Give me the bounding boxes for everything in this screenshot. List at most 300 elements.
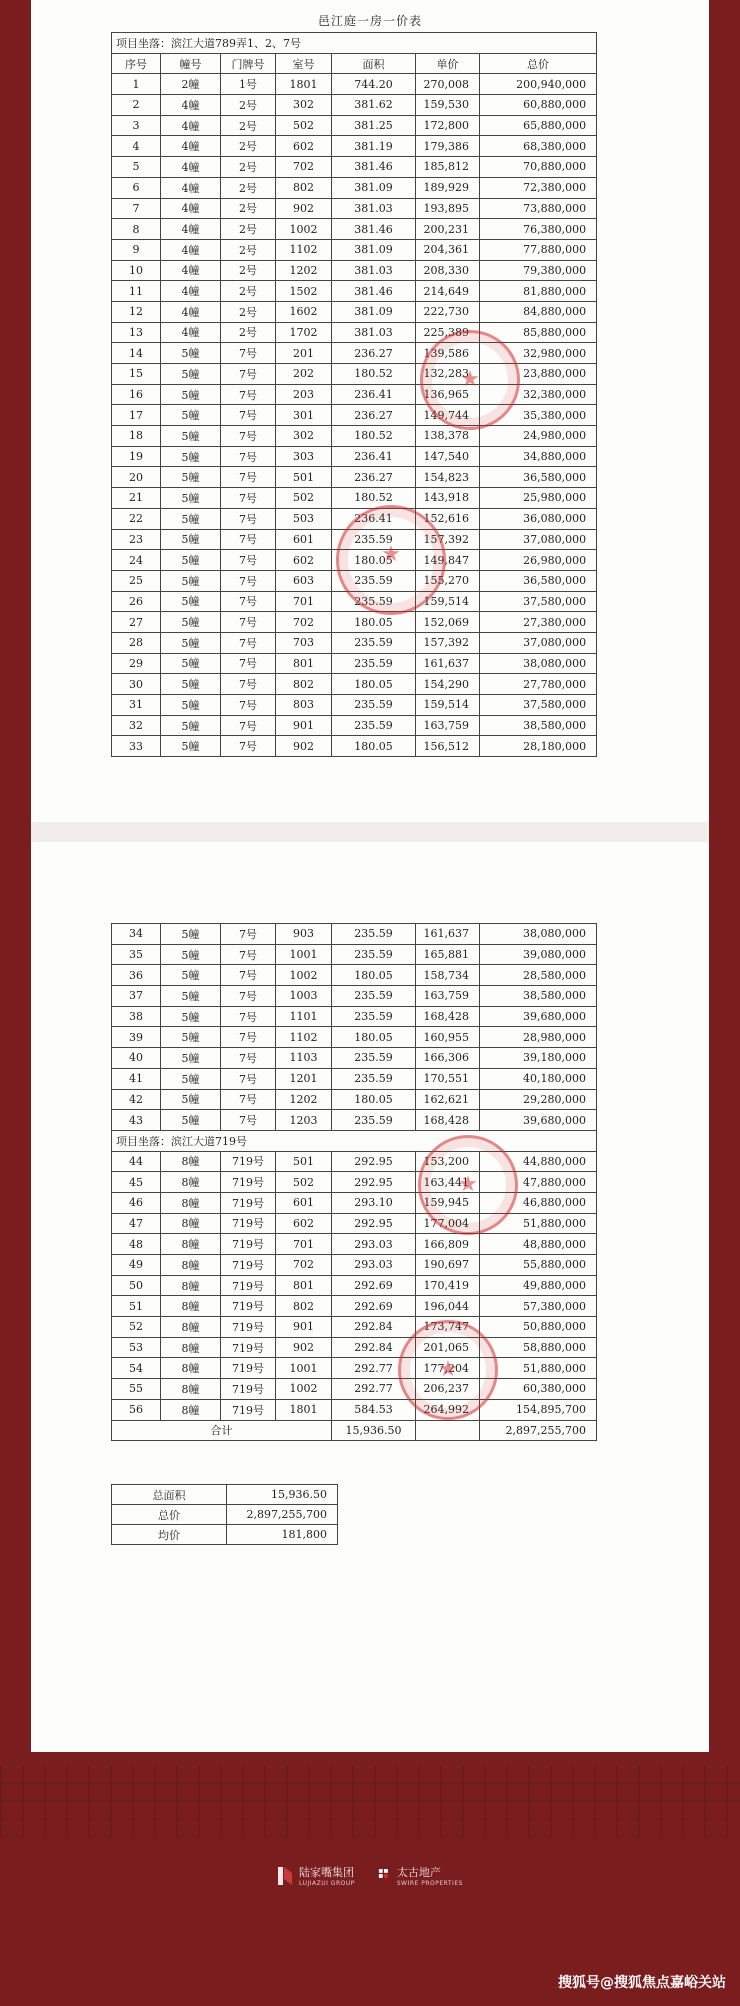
total-area: 15,936.50 bbox=[332, 1420, 416, 1441]
cell-building: 5幢 bbox=[161, 488, 221, 509]
cell-total-price: 24,980,000 bbox=[480, 426, 597, 447]
cell-total-price: 28,180,000 bbox=[480, 736, 597, 757]
cell-building: 5幢 bbox=[161, 632, 221, 653]
cell-building: 8幢 bbox=[161, 1234, 221, 1255]
cell-unit-price: 152,069 bbox=[416, 612, 480, 633]
table-row bbox=[112, 343, 597, 364]
cell-door: 2号 bbox=[221, 95, 276, 116]
table-row bbox=[112, 1027, 597, 1048]
cell-building: 5幢 bbox=[161, 1068, 221, 1089]
table-row bbox=[112, 198, 597, 219]
cell-room: 801 bbox=[276, 1275, 332, 1296]
cell-room: 1102 bbox=[276, 239, 332, 260]
cell-total-price: 32,380,000 bbox=[480, 384, 597, 405]
logo1-chinese: 陆家嘴集团 bbox=[299, 1866, 355, 1879]
cell-unit-price: 170,419 bbox=[416, 1275, 480, 1296]
cell-total-price: 76,380,000 bbox=[480, 219, 597, 240]
cell-room: 202 bbox=[276, 364, 332, 385]
cell-building: 8幢 bbox=[161, 1151, 221, 1172]
cell-room: 903 bbox=[276, 924, 332, 945]
cell-room: 1001 bbox=[276, 1358, 332, 1379]
cell-area: 235.59 bbox=[332, 1048, 416, 1069]
cell-door: 2号 bbox=[221, 198, 276, 219]
cell-door: 7号 bbox=[221, 612, 276, 633]
table-row bbox=[112, 488, 597, 509]
cell-total-price: 79,380,000 bbox=[480, 260, 597, 281]
cell-door: 7号 bbox=[221, 570, 276, 591]
cell-building: 5幢 bbox=[161, 612, 221, 633]
cell-building: 5幢 bbox=[161, 695, 221, 716]
cell-total-price: 34,880,000 bbox=[480, 446, 597, 467]
document-title: 邑江庭一房一价表 bbox=[317, 14, 422, 28]
cell-unit-price: 157,392 bbox=[416, 632, 480, 653]
cell-index: 31 bbox=[112, 695, 161, 716]
cell-area: 292.77 bbox=[332, 1358, 416, 1379]
brand-logos bbox=[0, 1864, 740, 1887]
cell-total-price: 39,180,000 bbox=[480, 1048, 597, 1069]
header-total-price: 总价 bbox=[480, 53, 597, 74]
cell-total-price: 58,880,000 bbox=[480, 1337, 597, 1358]
cell-total-price: 37,080,000 bbox=[480, 632, 597, 653]
cell-building: 5幢 bbox=[161, 550, 221, 571]
cell-room: 203 bbox=[276, 384, 332, 405]
cell-door: 719号 bbox=[221, 1275, 276, 1296]
cell-building: 8幢 bbox=[161, 1358, 221, 1379]
cell-total-price: 23,880,000 bbox=[480, 364, 597, 385]
lujiazui-logo-icon bbox=[277, 1865, 293, 1887]
cell-unit-price: 159,514 bbox=[416, 591, 480, 612]
cell-area: 292.84 bbox=[332, 1337, 416, 1358]
cell-total-price: 60,880,000 bbox=[480, 95, 597, 116]
cell-building: 4幢 bbox=[161, 281, 221, 302]
cell-index: 5 bbox=[112, 157, 161, 178]
cell-unit-price: 200,231 bbox=[416, 219, 480, 240]
cell-door: 7号 bbox=[221, 384, 276, 405]
cell-building: 4幢 bbox=[161, 219, 221, 240]
cell-building: 4幢 bbox=[161, 157, 221, 178]
cell-unit-price: 222,730 bbox=[416, 301, 480, 322]
cell-door: 7号 bbox=[221, 1006, 276, 1027]
cell-area: 381.03 bbox=[332, 322, 416, 343]
cell-total-price: 68,380,000 bbox=[480, 136, 597, 157]
header-door: 门牌号 bbox=[221, 53, 276, 74]
cell-door: 7号 bbox=[221, 695, 276, 716]
cell-building: 5幢 bbox=[161, 965, 221, 986]
cell-unit-price: 185,812 bbox=[416, 157, 480, 178]
cell-area: 235.59 bbox=[332, 653, 416, 674]
cell-area: 292.95 bbox=[332, 1213, 416, 1234]
cell-building: 5幢 bbox=[161, 1110, 221, 1131]
cell-door: 7号 bbox=[221, 1068, 276, 1089]
table-row bbox=[112, 529, 597, 550]
cell-door: 7号 bbox=[221, 924, 276, 945]
cell-total-price: 48,880,000 bbox=[480, 1234, 597, 1255]
table-row bbox=[112, 736, 597, 757]
cell-area: 381.46 bbox=[332, 157, 416, 178]
cell-area: 236.41 bbox=[332, 384, 416, 405]
table-row bbox=[112, 1255, 597, 1276]
cell-area: 180.05 bbox=[332, 674, 416, 695]
cell-area: 180.05 bbox=[332, 736, 416, 757]
cell-area: 381.09 bbox=[332, 301, 416, 322]
cell-index: 35 bbox=[112, 944, 161, 965]
cell-room: 302 bbox=[276, 426, 332, 447]
cell-area: 236.41 bbox=[332, 446, 416, 467]
table-row bbox=[112, 612, 597, 633]
summary-row bbox=[112, 1485, 338, 1505]
cell-unit-price: 165,881 bbox=[416, 944, 480, 965]
cell-building: 5幢 bbox=[161, 591, 221, 612]
cell-unit-price: 225,389 bbox=[416, 322, 480, 343]
cell-door: 719号 bbox=[221, 1255, 276, 1276]
cell-door: 719号 bbox=[221, 1317, 276, 1338]
cell-unit-price: 152,616 bbox=[416, 508, 480, 529]
cell-area: 381.62 bbox=[332, 95, 416, 116]
cell-area: 292.77 bbox=[332, 1379, 416, 1400]
cell-room: 902 bbox=[276, 736, 332, 757]
price-table-page2 bbox=[111, 923, 597, 1441]
cell-building: 8幢 bbox=[161, 1192, 221, 1213]
cell-index: 19 bbox=[112, 446, 161, 467]
cell-total-price: 73,880,000 bbox=[480, 198, 597, 219]
price-table-page1 bbox=[111, 32, 597, 757]
cell-building: 4幢 bbox=[161, 136, 221, 157]
cell-door: 719号 bbox=[221, 1172, 276, 1193]
cell-door: 719号 bbox=[221, 1151, 276, 1172]
summary-row bbox=[112, 1505, 338, 1525]
cell-door: 7号 bbox=[221, 1048, 276, 1069]
cell-door: 7号 bbox=[221, 508, 276, 529]
cell-room: 802 bbox=[276, 674, 332, 695]
cell-index: 10 bbox=[112, 260, 161, 281]
cell-index: 1 bbox=[112, 74, 161, 95]
cell-door: 719号 bbox=[221, 1379, 276, 1400]
cell-total-price: 27,780,000 bbox=[480, 674, 597, 695]
cell-total-price: 38,080,000 bbox=[480, 653, 597, 674]
cell-total-price: 36,580,000 bbox=[480, 467, 597, 488]
cell-index: 40 bbox=[112, 1048, 161, 1069]
cell-building: 4幢 bbox=[161, 198, 221, 219]
cell-building: 5幢 bbox=[161, 426, 221, 447]
table-row bbox=[112, 260, 597, 281]
cell-unit-price: 172,800 bbox=[416, 115, 480, 136]
cell-area: 235.59 bbox=[332, 570, 416, 591]
logo1-english: LUJIAZUI GROUP bbox=[299, 1880, 355, 1887]
cell-building: 4幢 bbox=[161, 177, 221, 198]
cell-room: 1103 bbox=[276, 1048, 332, 1069]
cell-unit-price: 264,992 bbox=[416, 1399, 480, 1420]
cell-room: 201 bbox=[276, 343, 332, 364]
cell-door: 7号 bbox=[221, 674, 276, 695]
cell-index: 7 bbox=[112, 198, 161, 219]
cell-unit-price: 143,918 bbox=[416, 488, 480, 509]
cell-area: 381.19 bbox=[332, 136, 416, 157]
cell-room: 501 bbox=[276, 1151, 332, 1172]
cell-total-price: 39,680,000 bbox=[480, 1006, 597, 1027]
cell-index: 42 bbox=[112, 1089, 161, 1110]
cell-room: 1801 bbox=[276, 1399, 332, 1420]
table-row bbox=[112, 1151, 597, 1172]
cell-total-price: 37,080,000 bbox=[480, 529, 597, 550]
cell-building: 5幢 bbox=[161, 364, 221, 385]
table-row bbox=[112, 924, 597, 945]
table-row bbox=[112, 467, 597, 488]
cell-door: 1号 bbox=[221, 74, 276, 95]
cell-unit-price: 163,759 bbox=[416, 715, 480, 736]
cell-total-price: 28,580,000 bbox=[480, 965, 597, 986]
cell-door: 719号 bbox=[221, 1234, 276, 1255]
cell-door: 2号 bbox=[221, 157, 276, 178]
cell-unit-price: 179,386 bbox=[416, 136, 480, 157]
cell-index: 50 bbox=[112, 1275, 161, 1296]
cell-door: 719号 bbox=[221, 1296, 276, 1317]
cell-door: 719号 bbox=[221, 1213, 276, 1234]
table-row bbox=[112, 1089, 597, 1110]
cell-unit-price: 170,551 bbox=[416, 1068, 480, 1089]
header-room: 室号 bbox=[276, 53, 332, 74]
cell-area: 381.09 bbox=[332, 177, 416, 198]
cell-building: 8幢 bbox=[161, 1337, 221, 1358]
summary-value: 181,800 bbox=[227, 1525, 338, 1545]
cell-unit-price: 189,929 bbox=[416, 177, 480, 198]
cell-room: 602 bbox=[276, 550, 332, 571]
summary-label: 总面积 bbox=[112, 1485, 227, 1505]
table-row bbox=[112, 1317, 597, 1338]
table-row bbox=[112, 74, 597, 95]
cell-door: 2号 bbox=[221, 281, 276, 302]
cell-room: 1102 bbox=[276, 1027, 332, 1048]
cell-index: 52 bbox=[112, 1317, 161, 1338]
table-row bbox=[112, 322, 597, 343]
cell-building: 5幢 bbox=[161, 570, 221, 591]
cell-total-price: 28,980,000 bbox=[480, 1027, 597, 1048]
cell-unit-price: 204,361 bbox=[416, 239, 480, 260]
cell-total-price: 38,080,000 bbox=[480, 924, 597, 945]
summary-value: 2,897,255,700 bbox=[227, 1505, 338, 1525]
footer-banner bbox=[0, 1752, 740, 2006]
cell-index: 9 bbox=[112, 239, 161, 260]
cell-total-price: 27,380,000 bbox=[480, 612, 597, 633]
cell-building: 5幢 bbox=[161, 508, 221, 529]
swire-logo-icon bbox=[377, 1869, 391, 1883]
section-row bbox=[112, 33, 597, 54]
table-row bbox=[112, 653, 597, 674]
table-row bbox=[112, 1192, 597, 1213]
cell-unit-price: 168,428 bbox=[416, 1110, 480, 1131]
cell-area: 235.59 bbox=[332, 1006, 416, 1027]
table-row bbox=[112, 136, 597, 157]
cell-unit-price: 270,008 bbox=[416, 74, 480, 95]
cell-building: 8幢 bbox=[161, 1213, 221, 1234]
cell-index: 56 bbox=[112, 1399, 161, 1420]
cell-room: 901 bbox=[276, 1317, 332, 1338]
cell-unit-price: 136,965 bbox=[416, 384, 480, 405]
header-area: 面积 bbox=[332, 53, 416, 74]
cell-building: 5幢 bbox=[161, 1048, 221, 1069]
cell-area: 236.27 bbox=[332, 467, 416, 488]
cell-area: 584.53 bbox=[332, 1399, 416, 1420]
cell-area: 180.05 bbox=[332, 550, 416, 571]
cell-total-price: 32,980,000 bbox=[480, 343, 597, 364]
cell-index: 14 bbox=[112, 343, 161, 364]
total-price: 2,897,255,700 bbox=[480, 1420, 597, 1441]
cell-unit-price: 163,441 bbox=[416, 1172, 480, 1193]
cell-unit-price: 177,204 bbox=[416, 1358, 480, 1379]
cell-area: 236.27 bbox=[332, 343, 416, 364]
table-row bbox=[112, 1358, 597, 1379]
cell-area: 292.95 bbox=[332, 1172, 416, 1193]
lujiazui-logo bbox=[277, 1864, 355, 1887]
cell-room: 1702 bbox=[276, 322, 332, 343]
cell-building: 2幢 bbox=[161, 74, 221, 95]
table-row bbox=[112, 239, 597, 260]
cell-building: 4幢 bbox=[161, 239, 221, 260]
cell-room: 603 bbox=[276, 570, 332, 591]
cell-total-price: 200,940,000 bbox=[480, 74, 597, 95]
cell-area: 235.59 bbox=[332, 944, 416, 965]
cell-unit-price: 161,637 bbox=[416, 653, 480, 674]
cell-area: 235.59 bbox=[332, 529, 416, 550]
cell-room: 301 bbox=[276, 405, 332, 426]
section-row bbox=[112, 1130, 597, 1151]
cell-index: 54 bbox=[112, 1358, 161, 1379]
table-row bbox=[112, 1234, 597, 1255]
cell-building: 5幢 bbox=[161, 924, 221, 945]
table-row bbox=[112, 944, 597, 965]
cell-total-price: 72,380,000 bbox=[480, 177, 597, 198]
cell-door: 7号 bbox=[221, 488, 276, 509]
cell-room: 302 bbox=[276, 95, 332, 116]
cell-room: 502 bbox=[276, 115, 332, 136]
cell-index: 36 bbox=[112, 965, 161, 986]
cell-unit-price: 162,621 bbox=[416, 1089, 480, 1110]
cell-unit-price: 159,530 bbox=[416, 95, 480, 116]
cell-room: 1203 bbox=[276, 1110, 332, 1131]
cell-area: 180.05 bbox=[332, 1027, 416, 1048]
cell-unit-price: 132,283 bbox=[416, 364, 480, 385]
cell-index: 2 bbox=[112, 95, 161, 116]
cell-area: 292.69 bbox=[332, 1296, 416, 1317]
table-row bbox=[112, 1213, 597, 1234]
table-row bbox=[112, 1110, 597, 1131]
cell-area: 381.03 bbox=[332, 260, 416, 281]
cell-index: 43 bbox=[112, 1110, 161, 1131]
logo2-chinese: 太古地产 bbox=[396, 1866, 441, 1879]
cell-door: 2号 bbox=[221, 136, 276, 157]
table-row bbox=[112, 405, 597, 426]
cell-unit-price: 201,065 bbox=[416, 1337, 480, 1358]
cell-room: 1002 bbox=[276, 219, 332, 240]
table-row bbox=[112, 1337, 597, 1358]
cell-area: 236.27 bbox=[332, 405, 416, 426]
cell-index: 13 bbox=[112, 322, 161, 343]
cell-total-price: 81,880,000 bbox=[480, 281, 597, 302]
cell-unit-price: 193,895 bbox=[416, 198, 480, 219]
cell-building: 5幢 bbox=[161, 736, 221, 757]
cell-building: 5幢 bbox=[161, 446, 221, 467]
cell-door: 7号 bbox=[221, 405, 276, 426]
cell-index: 11 bbox=[112, 281, 161, 302]
cell-area: 236.41 bbox=[332, 508, 416, 529]
table-row bbox=[112, 695, 597, 716]
cell-building: 5幢 bbox=[161, 1089, 221, 1110]
cell-room: 1001 bbox=[276, 944, 332, 965]
table-row bbox=[112, 550, 597, 571]
cell-index: 6 bbox=[112, 177, 161, 198]
cell-unit-price: 139,586 bbox=[416, 343, 480, 364]
cell-unit-price: 206,237 bbox=[416, 1379, 480, 1400]
cell-total-price: 60,380,000 bbox=[480, 1379, 597, 1400]
table-row bbox=[112, 95, 597, 116]
cell-total-price: 37,580,000 bbox=[480, 695, 597, 716]
cell-index: 8 bbox=[112, 219, 161, 240]
cell-index: 30 bbox=[112, 674, 161, 695]
sohu-watermark: 搜狐号@搜狐焦点嘉峪关站 bbox=[558, 1975, 726, 1991]
cell-total-price: 49,880,000 bbox=[480, 1275, 597, 1296]
cell-index: 17 bbox=[112, 405, 161, 426]
cell-building: 4幢 bbox=[161, 115, 221, 136]
cell-unit-price: 158,734 bbox=[416, 965, 480, 986]
header-index: 序号 bbox=[112, 53, 161, 74]
cell-door: 7号 bbox=[221, 653, 276, 674]
cell-unit-price: 160,955 bbox=[416, 1027, 480, 1048]
table-row bbox=[112, 986, 597, 1007]
cell-room: 701 bbox=[276, 1234, 332, 1255]
cell-room: 1202 bbox=[276, 260, 332, 281]
cell-index: 39 bbox=[112, 1027, 161, 1048]
cell-room: 702 bbox=[276, 157, 332, 178]
cell-room: 601 bbox=[276, 1192, 332, 1213]
cell-area: 744.20 bbox=[332, 74, 416, 95]
table-row bbox=[112, 1379, 597, 1400]
cell-total-price: 55,880,000 bbox=[480, 1255, 597, 1276]
cell-total-price: 39,080,000 bbox=[480, 944, 597, 965]
cell-door: 7号 bbox=[221, 426, 276, 447]
cell-index: 26 bbox=[112, 591, 161, 612]
cell-room: 1502 bbox=[276, 281, 332, 302]
cell-unit-price: 190,697 bbox=[416, 1255, 480, 1276]
cell-building: 8幢 bbox=[161, 1317, 221, 1338]
table-row bbox=[112, 591, 597, 612]
cell-building: 4幢 bbox=[161, 260, 221, 281]
cell-index: 21 bbox=[112, 488, 161, 509]
cell-building: 5幢 bbox=[161, 715, 221, 736]
cell-total-price: 37,580,000 bbox=[480, 591, 597, 612]
cell-area: 235.59 bbox=[332, 986, 416, 1007]
cell-unit-price: 153,200 bbox=[416, 1151, 480, 1172]
page-separator bbox=[31, 822, 709, 842]
cell-area: 292.69 bbox=[332, 1275, 416, 1296]
cell-total-price: 36,580,000 bbox=[480, 570, 597, 591]
cell-unit-price: 196,044 bbox=[416, 1296, 480, 1317]
cell-room: 702 bbox=[276, 1255, 332, 1276]
cell-room: 1002 bbox=[276, 1379, 332, 1400]
cell-area: 292.84 bbox=[332, 1317, 416, 1338]
cell-building: 5幢 bbox=[161, 1027, 221, 1048]
cell-room: 502 bbox=[276, 1172, 332, 1193]
cell-index: 27 bbox=[112, 612, 161, 633]
cell-index: 23 bbox=[112, 529, 161, 550]
cell-index: 16 bbox=[112, 384, 161, 405]
cell-area: 235.59 bbox=[332, 924, 416, 945]
cell-area: 235.59 bbox=[332, 695, 416, 716]
cell-unit-price: 159,945 bbox=[416, 1192, 480, 1213]
cell-unit-price: 208,330 bbox=[416, 260, 480, 281]
cell-area: 180.52 bbox=[332, 426, 416, 447]
cell-room: 702 bbox=[276, 612, 332, 633]
summary-table bbox=[111, 1484, 338, 1545]
cell-door: 7号 bbox=[221, 1027, 276, 1048]
